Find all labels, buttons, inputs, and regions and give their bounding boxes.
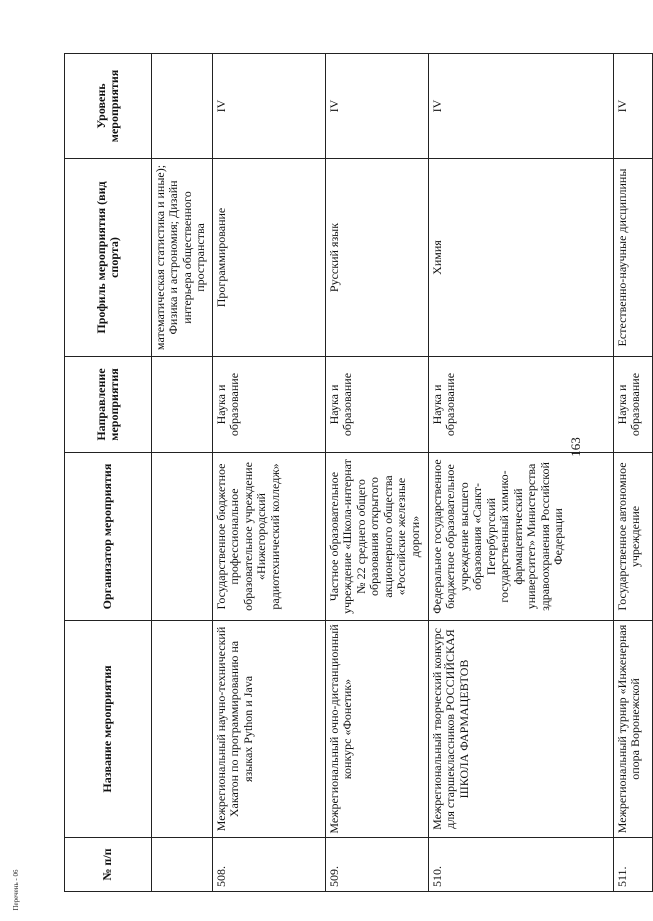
cell-level (152, 54, 213, 159)
table-sheet (64, 54, 643, 892)
cell-name: Межрегиональный творческий конкурс для старшеклассников РОССИЙСКАЯ ШКОЛА ФАРМАЦЕВТОВ (429, 621, 614, 838)
header-direction: Направление мероприятия (65, 357, 152, 453)
cell-num: 510. (429, 838, 614, 892)
cell-profile: математическая статистика и иные); Физика и астрономия; Дизайн интерьера общественного пространства (152, 159, 213, 357)
cell-name: Межрегиональный турнир «Инженерная опора Воронежской (614, 621, 653, 838)
cell-level: IV (326, 54, 429, 159)
rotated-table-frame (64, 54, 643, 892)
cell-level: IV (614, 54, 653, 159)
cell-direction: Наука и образование (614, 357, 653, 453)
header-profile: Профиль мероприятия (вид спорта) (65, 159, 152, 357)
cell-profile: Программирование (213, 159, 326, 357)
cell-level: IV (429, 54, 614, 159)
cell-name (152, 621, 213, 838)
cell-organizer: Частное образовательное учреждение «Школа-интернат № 22 среднего общего образования открытого акционерного общества «Российские железные дороги» (326, 453, 429, 621)
cell-organizer: Федеральное государственное бюджетное образовательное учреждение высшего образования «Санкт-Петербургский государственный химико-фармацевтический университет» Министерства здравоохранения Российской Федерации (429, 453, 614, 621)
header-num: № п/п (65, 838, 152, 892)
cell-level: IV (213, 54, 326, 159)
header-level: Уровень мероприятия (65, 54, 152, 159)
cell-profile: Русский язык (326, 159, 429, 357)
page-number: 163 (568, 437, 583, 457)
cell-organizer: Государственное автономное учреждение (614, 453, 653, 621)
cell-profile: Естественно-научные дисциплины (614, 159, 653, 357)
header-name: Название мероприятия (65, 621, 152, 838)
cell-direction: Наука и образование (213, 357, 326, 453)
footer-label: Перечень - 06 (12, 869, 20, 911)
cell-name: Межрегиональный научно-технический Хакатон по программированию на языках Python и Java (213, 621, 326, 838)
cell-profile: Химия (429, 159, 614, 357)
cell-name: Межрегиональный очно-дистанционный конкурс «Фонетик» (326, 621, 429, 838)
cell-organizer (152, 453, 213, 621)
table-row (326, 54, 429, 892)
cell-organizer: Государственное бюджетное профессиональное образовательное учреждение «Нижегородский радиотехнический колледж» (213, 453, 326, 621)
header-organizer: Организатор мероприятия (65, 453, 152, 621)
table-row (429, 54, 614, 892)
cell-direction: Наука и образование (326, 357, 429, 453)
cell-direction (152, 357, 213, 453)
cell-num: 509. (326, 838, 429, 892)
cell-num: 511. (614, 838, 653, 892)
events-table (64, 53, 653, 892)
table-row (614, 54, 653, 892)
table-header-row (65, 54, 152, 892)
table-row-continuation (152, 54, 213, 892)
cell-direction: Наука и образование (429, 357, 614, 453)
cell-num (152, 838, 213, 892)
cell-num: 508. (213, 838, 326, 892)
table-row (213, 54, 326, 892)
